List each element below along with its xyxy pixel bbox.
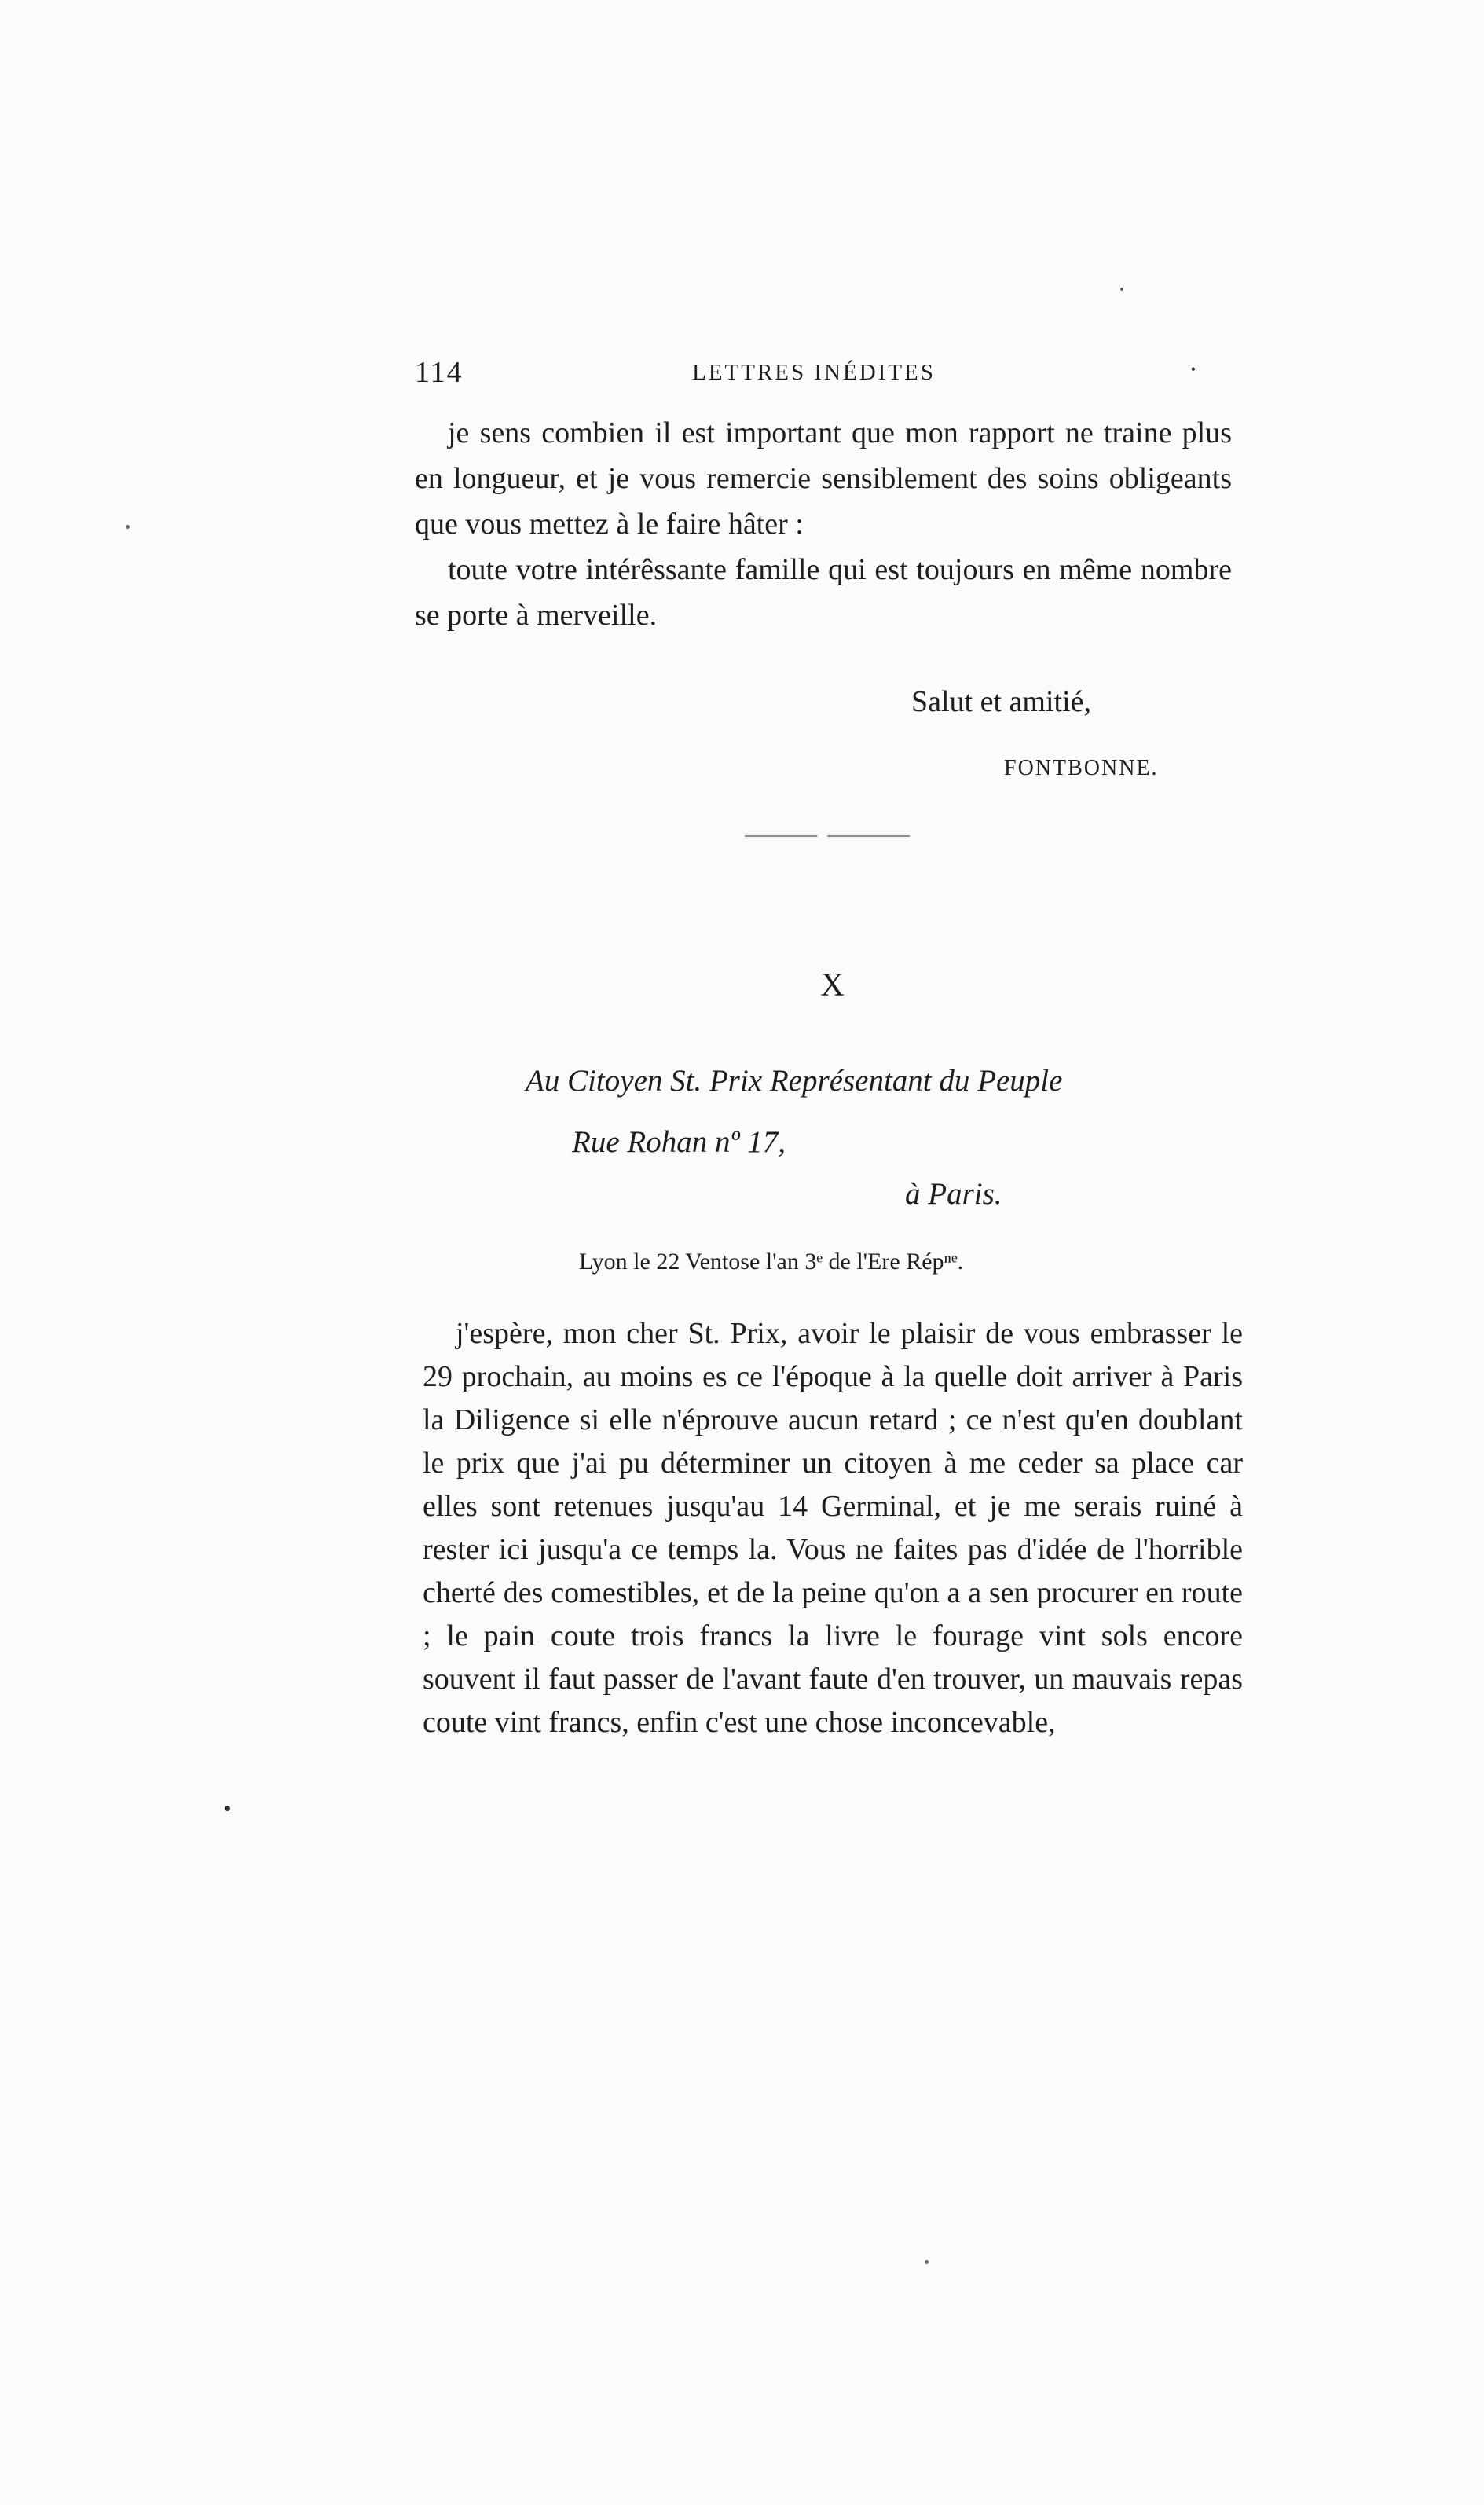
continued-letter-text <box>415 410 1232 638</box>
page-number: 114 <box>415 356 464 389</box>
letter-body <box>423 1312 1243 1744</box>
address-line-recipient: Au Citoyen St. Prix Représentant du Peuple <box>526 1064 1063 1098</box>
continued-paragraph-1: je sens combien il est important que mon rapport ne traine plus en longueur, et je vous remercie sensiblement des soins obligeants que vous mettez à le faire hâter : <box>415 416 1232 541</box>
section-divider <box>745 835 910 837</box>
print-speck <box>925 2260 929 2264</box>
continued-paragraph-2: toute votre intérêssante famille qui est toujours en même nombre se porte à merveille. <box>415 553 1232 632</box>
print-speck <box>225 1806 230 1811</box>
page-header <box>415 355 1213 393</box>
header-mark: • <box>1190 361 1196 377</box>
address-line-street: Rue Rohan nº 17, <box>572 1125 786 1159</box>
print-speck <box>126 525 130 529</box>
closing-salutation: Salut et amitié, <box>911 685 1092 718</box>
print-speck <box>1120 288 1123 291</box>
signature: FONTBONNE. <box>1004 756 1159 780</box>
section-number: X <box>820 967 845 1003</box>
letter-body-paragraph: j'espère, mon cher St. Prix, avoir le plaisir de vous embrasser le 29 prochain, au moins es ce l'époque à la quelle doit arriver à Paris la Diligence si elle n'éprouve aucun retard ; ce n'est qu'en doublant le prix que j'ai pu déterminer un citoyen à me ceder sa place car elles sont retenues jusqu'au 14 Germinal, et je me serais ruiné à rester ici jusqu'a ce temps la. Vous ne faites pas d'idée de l'horrible cherté des comestibles, et de la peine qu'on a a sen procurer en route ; le pain coute trois francs la livre le fourage vint sols encore souvent il faut passer de l'avant faute d'en trouver, un mauvais repas coute vint francs, enfin c'est une chose inconcevable, <box>423 1317 1243 1739</box>
address-line-city: à Paris. <box>905 1177 1002 1211</box>
running-head: LETTRES INÉDITES <box>692 360 936 385</box>
letter-dateline: Lyon le 22 Ventose l'an 3ᵉ de l'Ere Répⁿᵉ. <box>579 1249 964 1275</box>
